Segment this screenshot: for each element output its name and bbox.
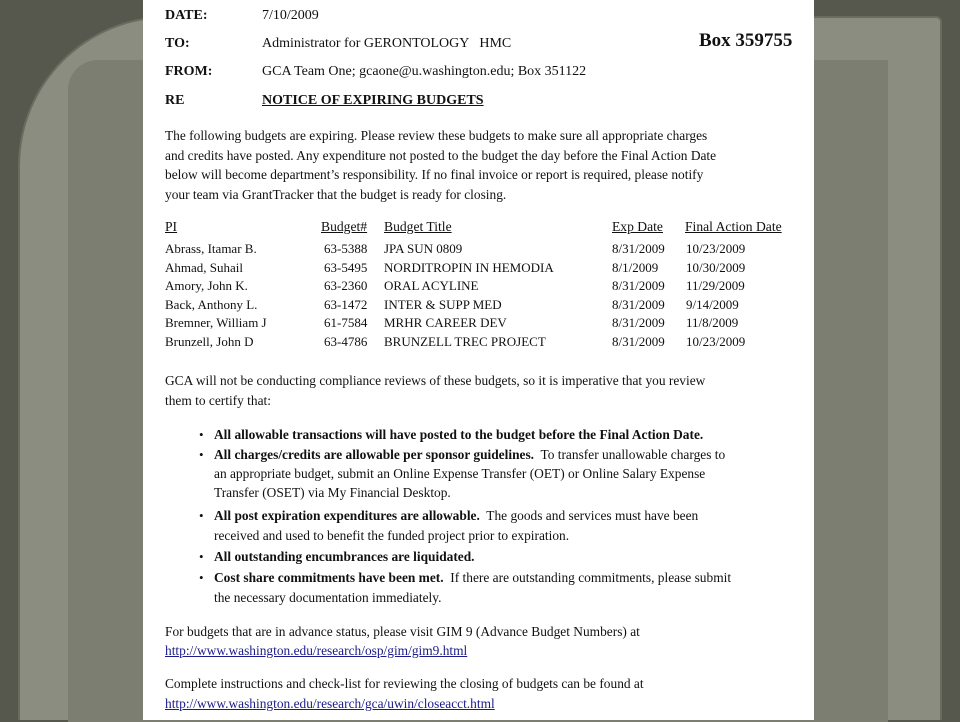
to-label: TO: xyxy=(165,36,190,51)
table-cell-budget-number: 63-5495 xyxy=(324,260,368,275)
table-cell-pi: Amory, John K. xyxy=(165,278,248,293)
table-cell-budget-title: BRUNZELL TREC PROJECT xyxy=(384,334,546,349)
table-cell-budget-title: ORAL ACYLINE xyxy=(384,278,479,293)
box-number: Box 359755 xyxy=(699,30,793,51)
table-cell-budget-title: INTER & SUPP MED xyxy=(384,297,502,312)
table-header-final-action-date: Final Action Date xyxy=(685,219,782,234)
intro-line: and credits have posted. Any expenditure not posted to the budget the day before the Final Action Date xyxy=(165,147,717,163)
table-cell-exp-date: 8/31/2009 xyxy=(612,315,665,330)
table-cell-pi: Ahmad, Suhail xyxy=(165,260,243,275)
bullet-1-text: All allowable transactions will have posted to the budget before the Final Action Date. xyxy=(214,427,704,442)
table-cell-budget-title: MRHR CAREER DEV xyxy=(384,315,507,330)
bullet-5-line xyxy=(214,568,731,588)
table-cell-budget-number: 63-4786 xyxy=(324,334,368,349)
table-cell-exp-date: 8/31/2009 xyxy=(612,278,665,293)
bullet-dot: • xyxy=(199,549,204,564)
compliance-line: GCA will not be conducting compliance reviews of these budgets, so it is imperative that you review xyxy=(165,373,706,388)
table-cell-budget-number: 63-2360 xyxy=(324,278,368,293)
to-value: Administrator for GERONTOLOGY HMC xyxy=(262,36,512,51)
table-cell-final-action-date: 9/14/2009 xyxy=(686,297,739,312)
bullet-dot: • xyxy=(199,447,204,462)
from-value: GCA Team One; gcaone@u.washington.edu; Box 351122 xyxy=(262,64,587,79)
table-cell-exp-date: 8/31/2009 xyxy=(612,334,665,349)
table-cell-budget-number: 63-1472 xyxy=(324,297,368,312)
table-cell-exp-date: 8/31/2009 xyxy=(612,297,665,312)
bullet-2-line: an appropriate budget, submit an Online Expense Transfer (OET) or Online Salary Expense xyxy=(214,466,706,481)
table-cell-exp-date: 8/31/2009 xyxy=(612,241,665,256)
table-cell-pi: Bremner, William J xyxy=(165,315,267,330)
bullet-2-bold: All charges/credits are allowable per sponsor guidelines. xyxy=(214,447,535,462)
intro-line: your team via GrantTracker that the budget is ready for closing. xyxy=(165,186,507,202)
bullet-5-text: If there are outstanding commitments, please submit xyxy=(443,570,732,585)
date-value: 7/10/2009 xyxy=(262,8,319,23)
table-cell-budget-title: JPA SUN 0809 xyxy=(384,241,463,256)
re-subject: NOTICE OF EXPIRING BUDGETS xyxy=(262,93,484,108)
bullet-dot: • xyxy=(199,427,204,442)
table-header-budget-number: Budget# xyxy=(321,219,368,234)
table-cell-final-action-date: 10/30/2009 xyxy=(686,260,746,275)
bullet-2-text: To transfer unallowable charges to xyxy=(534,447,726,462)
bullet-3-line: received and used to benefit the funded project prior to expiration. xyxy=(214,528,570,543)
from-label: FROM: xyxy=(165,64,213,79)
intro-line: below will become department’s responsibility. If no final invoice or report is required, please notify xyxy=(165,167,704,182)
table-cell-pi: Back, Anthony L. xyxy=(165,297,258,312)
bullet-dot: • xyxy=(199,570,204,585)
re-label: RE xyxy=(165,93,185,108)
bullet-dot: • xyxy=(199,508,204,523)
advance-status-text: For budgets that are in advance status, please visit GIM 9 (Advance Budget Numbers) at xyxy=(165,624,640,639)
table-header-exp-date: Exp Date xyxy=(612,219,663,234)
memo-page xyxy=(143,0,814,720)
bullet-2-line: Transfer (OSET) via My Financial Desktop. xyxy=(214,485,451,500)
table-cell-exp-date: 8/1/2009 xyxy=(612,260,659,275)
table-cell-final-action-date: 11/8/2009 xyxy=(686,315,739,330)
gim9-link[interactable]: http://www.washington.edu/research/osp/gim/gim9.html xyxy=(165,643,468,658)
bullet-4-text: All outstanding encumbrances are liquidated. xyxy=(214,549,475,564)
table-header-budget-title: Budget Title xyxy=(384,219,452,234)
bullet-3-bold: All post expiration expenditures are allowable. xyxy=(214,508,480,523)
table-cell-budget-number: 63-5388 xyxy=(324,241,368,256)
table-cell-budget-number: 61-7584 xyxy=(324,315,368,330)
table-cell-final-action-date: 10/23/2009 xyxy=(686,334,746,349)
table-header-pi: PI xyxy=(165,219,178,234)
bullet-5-bold: Cost share commitments have been met. xyxy=(214,570,444,585)
bullet-3-text: The goods and services must have been xyxy=(479,508,699,523)
intro-line: The following budgets are expiring. Please review these budgets to make sure all appropriate charges xyxy=(165,128,708,143)
table-cell-pi: Abrass, Itamar B. xyxy=(165,241,257,256)
bullet-5-line: the necessary documentation immediately. xyxy=(214,590,442,605)
table-cell-pi: Brunzell, John D xyxy=(165,334,254,349)
intro-paragraph xyxy=(165,126,716,204)
date-label: DATE: xyxy=(165,8,208,23)
table-cell-final-action-date: 11/29/2009 xyxy=(686,278,745,293)
bullet-3-line xyxy=(214,506,698,526)
closeacct-link[interactable]: http://www.washington.edu/research/gca/uwin/closeacct.html xyxy=(165,696,495,711)
compliance-paragraph xyxy=(165,371,705,410)
table-cell-final-action-date: 10/23/2009 xyxy=(686,241,746,256)
compliance-line: them to certify that: xyxy=(165,392,271,408)
bullet-2-line xyxy=(214,445,725,465)
closing-instructions-text: Complete instructions and check-list for reviewing the closing of budgets can be found at xyxy=(165,676,644,691)
table-cell-budget-title: NORDITROPIN IN HEMODIA xyxy=(384,260,554,275)
